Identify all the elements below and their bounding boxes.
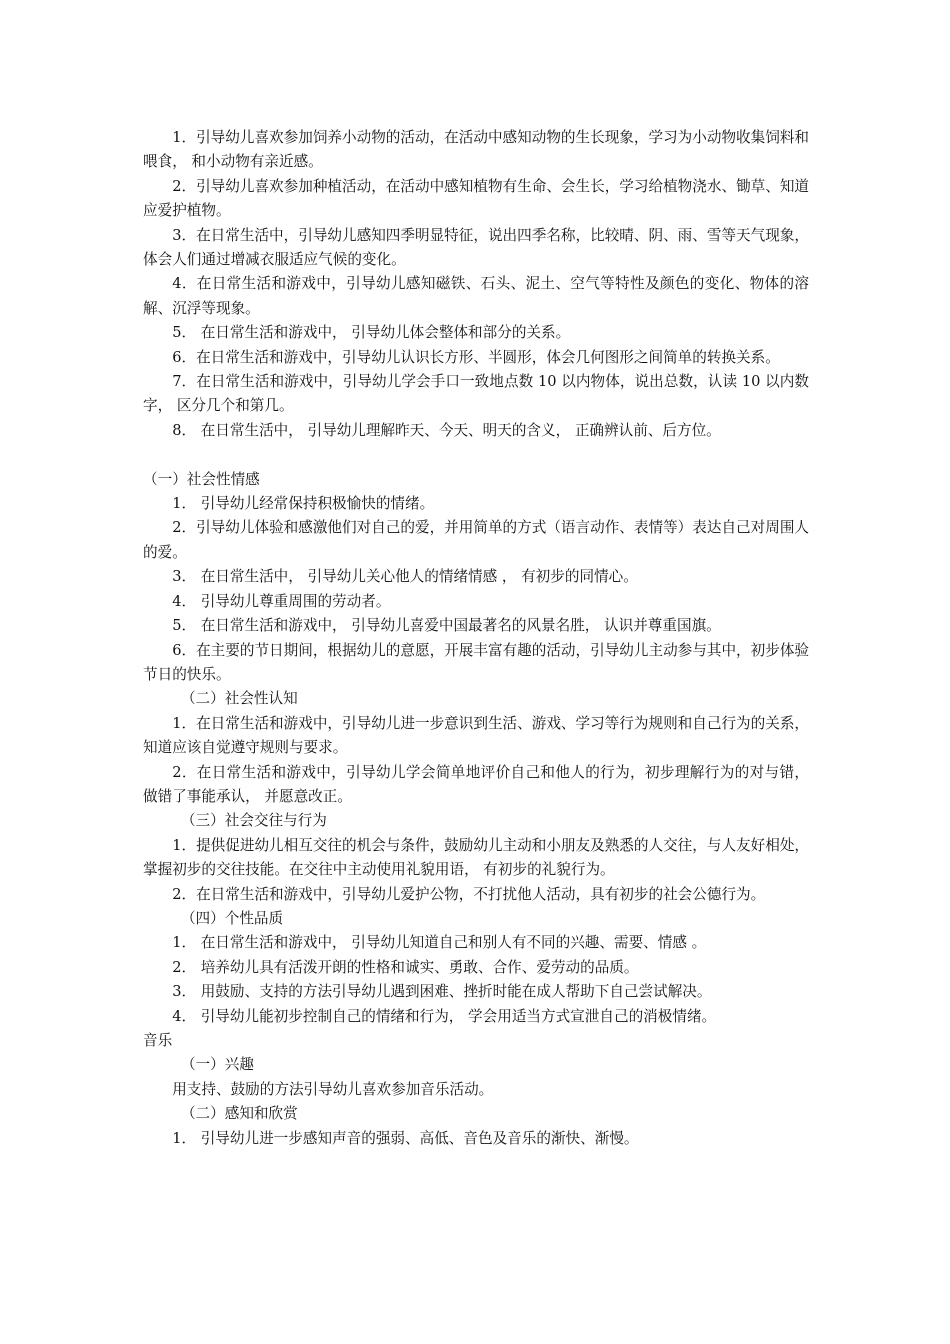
section-heading-music: 音乐 [143, 1032, 173, 1050]
paragraph-item: 4． 引导幼儿能初步控制自己的情绪和行为， 学会用适当方式宣泄自己的消极情绪。 [172, 1007, 717, 1025]
paragraph-item: 1． 在日常生活和游戏中， 引导幼儿知道自己和别人有不同的兴趣、需要、情感 。 [172, 934, 707, 952]
paragraph-item: 1． 引导幼儿经常保持积极愉快的情绪。 [172, 495, 435, 513]
paragraph-item: 6．在主要的节日期间，根据幼儿的意愿，开展丰富有趣的活动，引导幼儿主动参与其中，初步体验节日的快乐。 [143, 641, 810, 683]
section-heading-social-cognition: （二）社会性认知 [180, 690, 298, 708]
paragraph-item: 2．在日常生活和游戏中，引导幼儿爱护公物，不打扰他人活动，具有初步的社会公德行为。 [172, 885, 766, 903]
paragraph-item: 7．在日常生活和游戏中，引导幼儿学会手口一致地点数 10 以内物体，说出总数，认读 10 以内数字， 区分几个和第几。 [143, 373, 809, 415]
paragraph-item: 1．在日常生活和游戏中，引导幼儿进一步意识到生活、游戏、学习等行为规则和自己行为的关系， 知道应该自觉遵守规则与要求。 [143, 714, 810, 757]
paragraph-item: 3．在日常生活中，引导幼儿感知四季明显特征，说出四季名称，比较晴、阴、雨、雪等天气现象，体会人们通过增减衣服适应气候的变化。 [143, 226, 810, 269]
paragraph-item: 5． 在日常生活和游戏中， 引导幼儿喜爱中国最著名的风景名胜， 认识并尊重国旗。 [172, 617, 721, 635]
section-heading-personality: （四）个性品质 [180, 909, 284, 927]
paragraph-item: 3． 用鼓励、支持的方法引导幼儿遇到困难、挫折时能在成人帮助下自己尝试解决。 [172, 983, 712, 1001]
paragraph-item: 4．在日常生活和游戏中，引导幼儿感知磁铁、石头、泥土、空气等特性及颜色的变化、物体的溶解、沉浮等现象。 [143, 275, 809, 317]
paragraph-item: 8． 在日常生活中， 引导幼儿理解昨天、今天、明天的含义， 正确辨认前、后方位。 [172, 421, 721, 439]
blank-line [143, 443, 809, 467]
paragraph-item: 1．提供促进幼儿相互交往的机会与条件，鼓励幼儿主动和小朋友及熟悉的人交往，与人友好相处， 掌握初步的交往技能。在交往中主动使用礼貌用语， 有初步的礼貌行为。 [143, 836, 810, 879]
paragraph-item: 6．在日常生活和游戏中，引导幼儿认识长方形、半圆形，体会几何图形之间简单的转换关系。 [172, 348, 780, 366]
document-page [143, 126, 809, 1151]
section-heading-perception: （二）感知和欣赏 [180, 1105, 298, 1123]
paragraph-item: 1． 引导幼儿进一步感知声音的强弱、高低、音色及音乐的渐快、渐慢。 [172, 1129, 639, 1147]
paragraph-item: 2． 培养幼儿具有活泼开朗的性格和诚实、勇敢、合作、爱劳动的品质。 [172, 958, 639, 976]
paragraph-item: 2．引导幼儿体验和感激他们对自己的爱，并用简单的方式（语言动作、表情等）表达自己对周围人的爱。 [143, 519, 810, 561]
paragraph-item: 3． 在日常生活中， 引导幼儿关心他人的情绪情感 ， 有初步的同情心。 [172, 568, 638, 586]
section-heading-social-emotion: （一）社会性情感 [143, 470, 260, 488]
paragraph-item: 2．在日常生活和游戏中，引导幼儿学会简单地评价自己和他人的行为，初步理解行为的对与错， 做错了事能承认， 并愿意改正。 [143, 763, 809, 805]
section-heading-interest: （一）兴趣 [180, 1056, 254, 1074]
paragraph-item: 1．引导幼儿喜欢参加饲养小动物的活动，在活动中感知动物的生长现象，学习为小动物收集饲料和喂食， 和小动物有亲近感。 [143, 129, 810, 171]
section-heading-social-interaction: （三）社会交往与行为 [180, 812, 327, 830]
paragraph-item: 2．引导幼儿喜欢参加种植活动，在活动中感知植物有生命、会生长，学习给植物浇水、锄草、知道应爱护植物。 [143, 177, 810, 220]
paragraph-item: 用支持、鼓励的方法引导幼儿喜欢参加音乐活动。 [172, 1080, 494, 1098]
paragraph-item: 5． 在日常生活和游戏中， 引导幼儿体会整体和部分的关系。 [172, 324, 571, 342]
paragraph-item: 4． 引导幼儿尊重周围的劳动者。 [172, 592, 391, 610]
